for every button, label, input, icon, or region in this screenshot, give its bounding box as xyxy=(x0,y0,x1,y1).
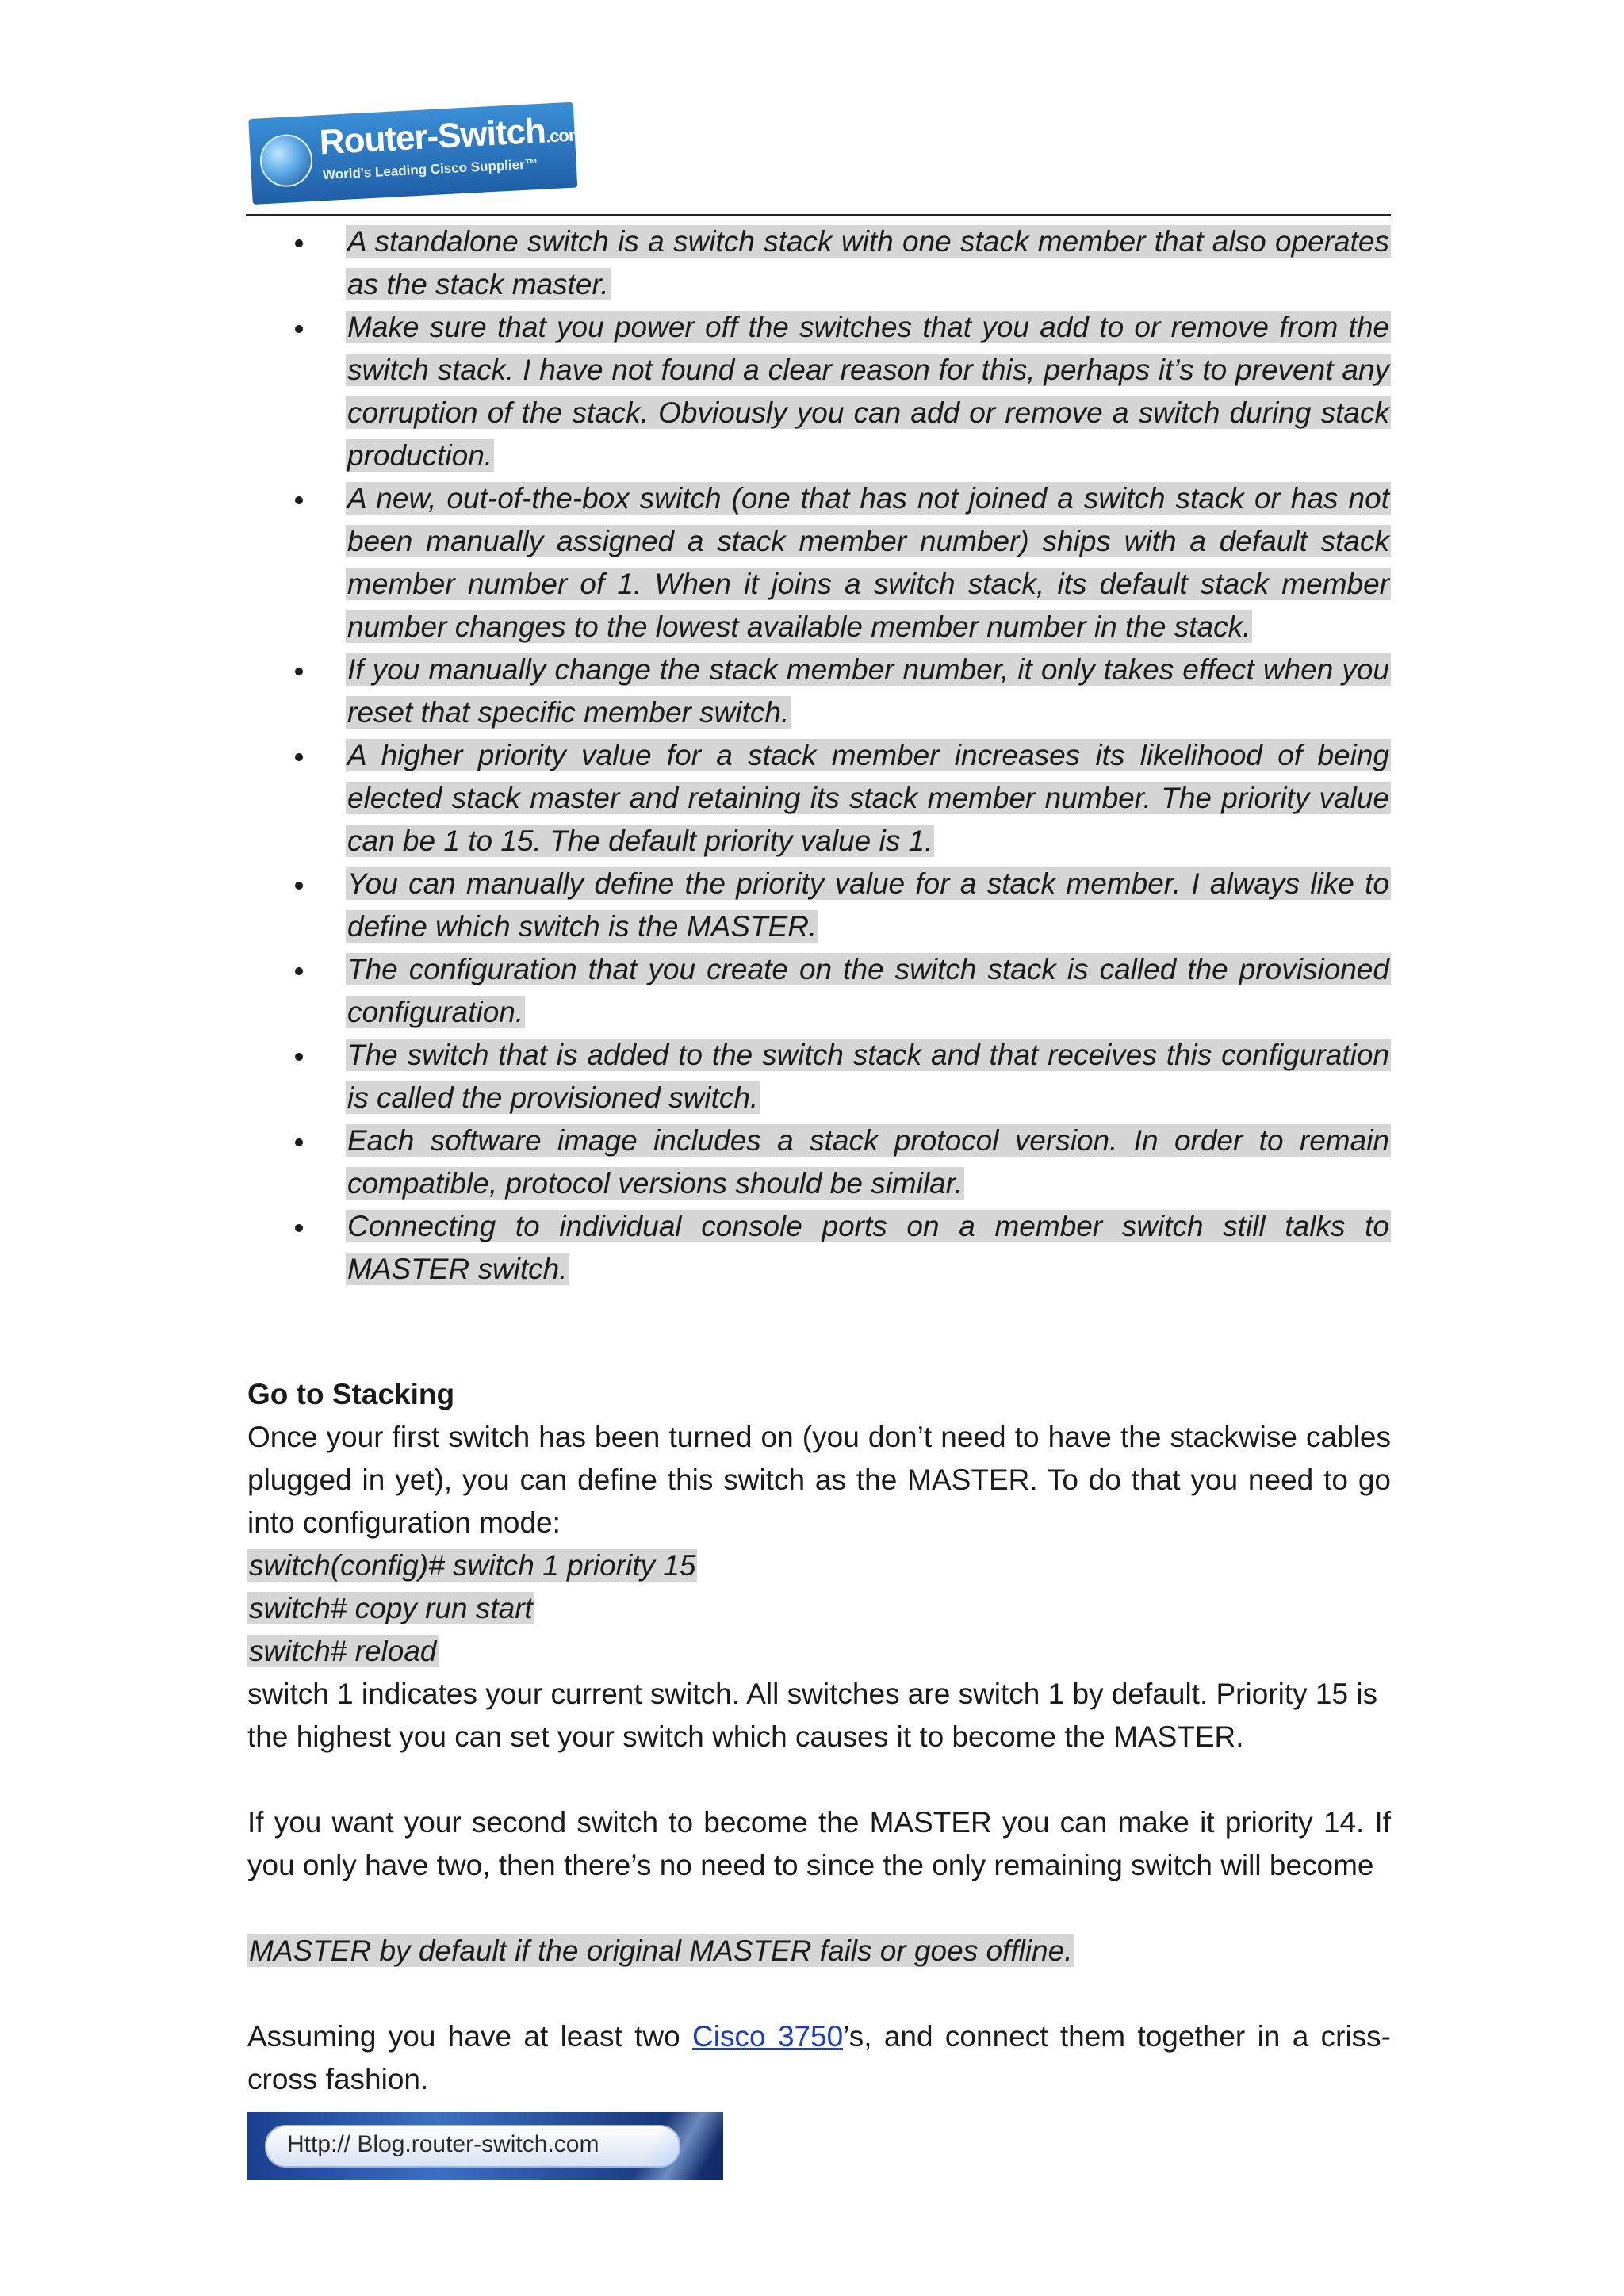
bullet-dot-icon xyxy=(295,967,303,975)
bullet-item xyxy=(295,220,1391,306)
header-divider xyxy=(246,214,1391,216)
highlighted-line: MASTER by default if the original MASTER fails or goes offline. xyxy=(249,1934,1073,1967)
logo-tagline: World's Leading Cisco Supplier™ xyxy=(322,156,539,183)
explain-paragraph: switch 1 indicates your current switch. All switches are switch 1 by default. Priority 15 is the highest you can set your switch which causes it to become the MASTER. xyxy=(247,1678,1378,1753)
bullet-text: A higher priority value for a stack member increases its likelihood of being elected stack master and retaining its stack member number. The priority value can be 1 to 15. The default priority value is 1. xyxy=(347,739,1389,857)
bullet-dot-icon xyxy=(295,753,303,761)
bullet-item xyxy=(295,734,1391,863)
section-heading: Go to Stacking xyxy=(247,1378,455,1410)
bullet-dot-icon xyxy=(295,1053,303,1061)
bullet-item xyxy=(295,863,1391,948)
bullet-text: If you manually change the stack member number, it only takes effect when you reset that specific member switch. xyxy=(347,653,1389,729)
bullet-text: The configuration that you create on the switch stack is called the provisioned configuration. xyxy=(347,953,1389,1028)
bullet-dot-icon xyxy=(295,668,303,675)
bullet-item xyxy=(295,1034,1391,1119)
bullet-dot-icon xyxy=(295,496,303,504)
swoosh-decoration xyxy=(620,2112,723,2180)
bullet-dot-icon xyxy=(295,1224,303,1232)
bullet-item xyxy=(295,948,1391,1034)
cisco-3750-link[interactable]: Cisco 3750 xyxy=(692,2020,844,2053)
blog-footer-banner xyxy=(247,2112,723,2180)
bullet-item xyxy=(295,1119,1391,1205)
bullet-text: A standalone switch is a switch stack with one stack member that also operates as the stack master. xyxy=(347,225,1389,300)
blog-url: Http:// Blog.router-switch.com xyxy=(287,2131,599,2157)
bullet-dot-icon xyxy=(295,239,303,247)
assumption-paragraph: Assuming you have at least two Cisco 3750’s, and connect them together in a criss-cross fashion. xyxy=(247,2020,1391,2095)
bullet-dot-icon xyxy=(295,882,303,890)
router-switch-logo xyxy=(248,102,584,205)
bullet-text: You can manually define the priority value for a stack member. I always like to define which switch is the MASTER. xyxy=(347,867,1389,943)
logo-title: Router-Switch.com xyxy=(318,111,584,163)
bullet-item xyxy=(295,1205,1391,1291)
bullet-text: The switch that is added to the switch stack and that receives this configuration is called the provisioned switch. xyxy=(347,1039,1389,1114)
bullet-dot-icon xyxy=(295,1138,303,1146)
bullet-item xyxy=(295,477,1391,649)
bullet-text: A new, out-of-the-box switch (one that has not joined a switch stack or has not been manually assigned a stack member number) ships with a default stack member number of 1. When it joins a switch stack, its default stack member number changes to the lowest available member number in the stack. xyxy=(347,482,1389,643)
bullet-list xyxy=(295,220,1391,1291)
bullet-dot-icon xyxy=(295,325,303,333)
intro-paragraph: Once your first switch has been turned on (you don’t need to have the stackwise cables plugged in yet), you can define this switch as the MASTER. To do that you need to go into configuration mode: xyxy=(247,1421,1391,1539)
bullet-text: Each software image includes a stack protocol version. In order to remain compatible, protocol versions should be similar. xyxy=(347,1124,1389,1200)
bullet-text: Connecting to individual console ports on a member switch still talks to MASTER switch. xyxy=(347,1210,1389,1285)
second-switch-paragraph: If you want your second switch to become the MASTER you can make it priority 14. If you only have two, then there’s no need to since the only remaining switch will become xyxy=(247,1806,1391,1881)
bullet-item xyxy=(295,649,1391,734)
bullet-text: Make sure that you power off the switches that you add to or remove from the switch stack. I have not found a clear reason for this, perhaps it’s to prevent any corruption of the stack. Obviously you can add or remove a switch during stack production. xyxy=(347,311,1389,472)
code-line: switch# reload xyxy=(249,1635,437,1667)
bullet-item xyxy=(295,306,1391,477)
code-line: switch# copy run start xyxy=(249,1592,533,1624)
code-line: switch(config)# switch 1 priority 15 xyxy=(249,1549,696,1582)
